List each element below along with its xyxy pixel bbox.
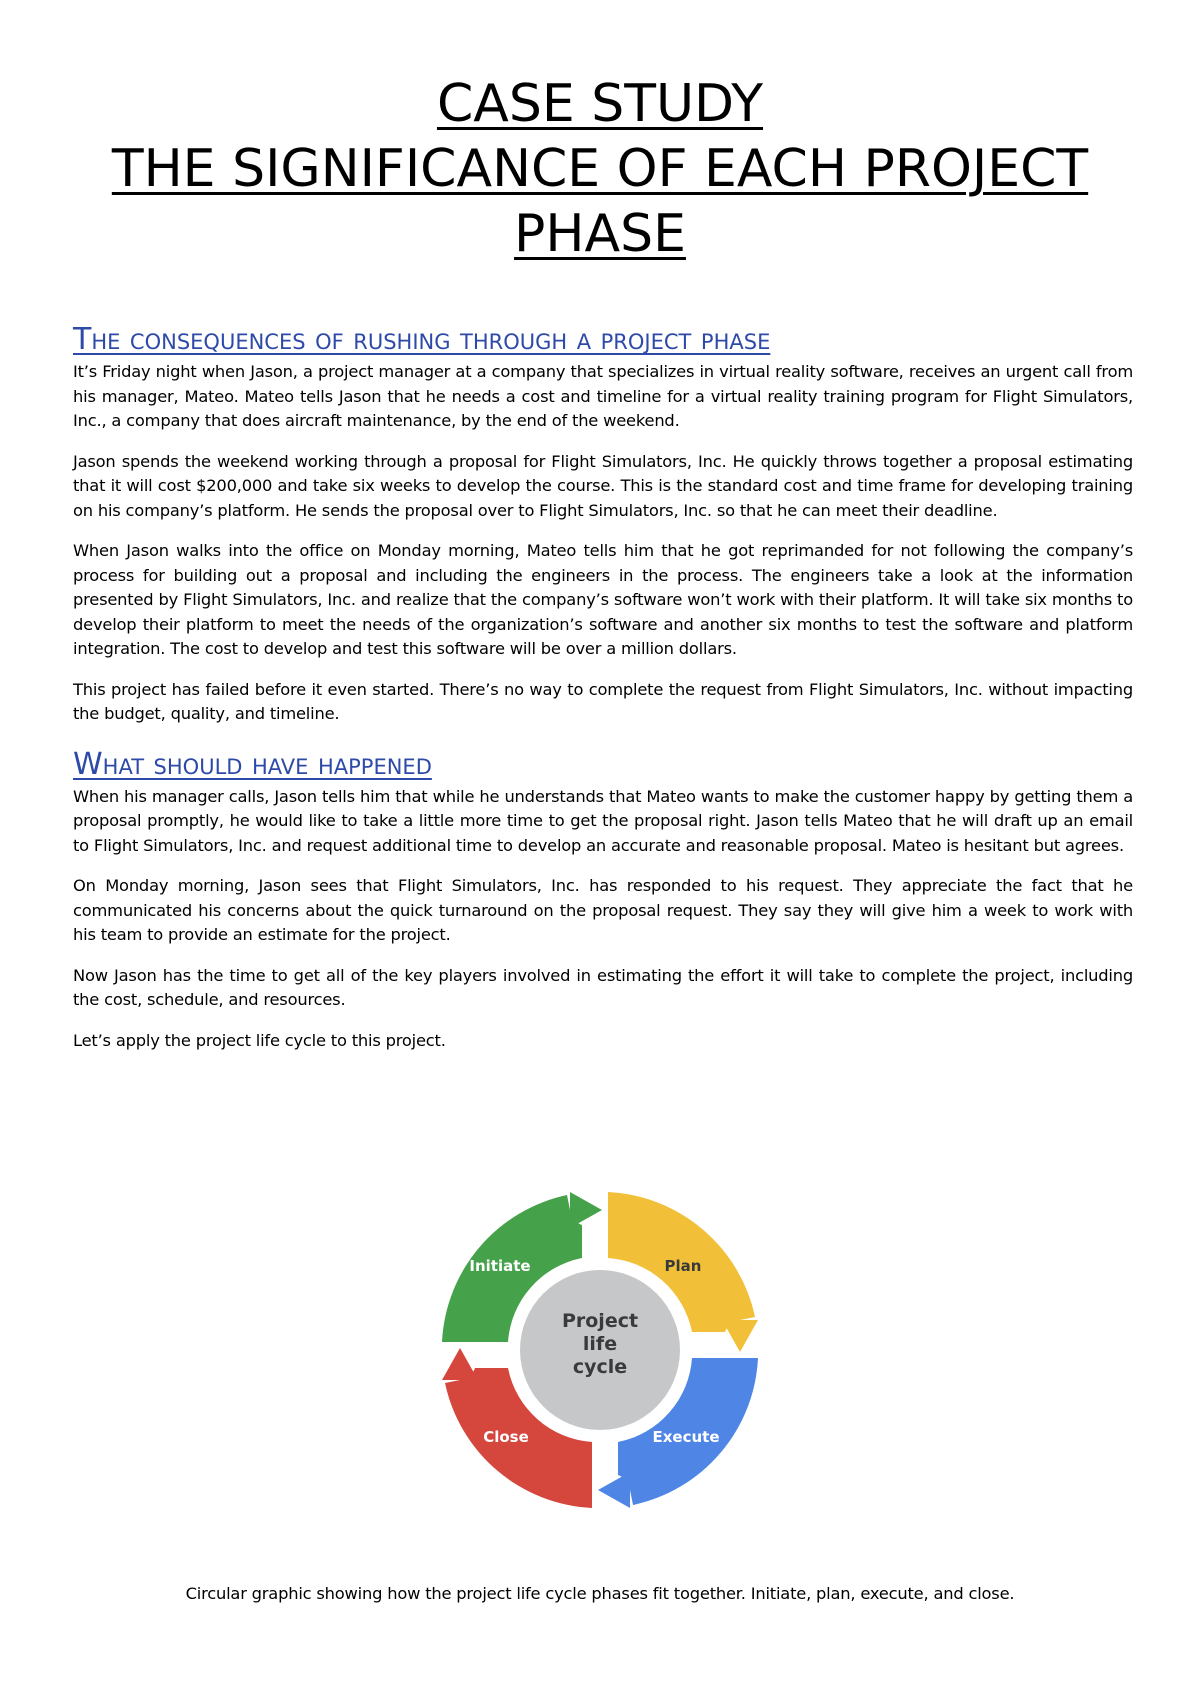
center-label-line-3: cycle bbox=[572, 1356, 628, 1378]
paragraph: This project has failed before it even started. There’s no way to complete the request from Flight Simulators, Inc. without impacting the budget, quality, and timeline. bbox=[73, 679, 1133, 723]
title-line-3: PHASE bbox=[514, 204, 686, 264]
center-label-line-1: Project bbox=[561, 1310, 639, 1332]
initiate-arrow-icon bbox=[570, 1192, 602, 1228]
plan-label: Plan bbox=[664, 1257, 702, 1275]
close-arrow-icon bbox=[442, 1348, 478, 1380]
page-title bbox=[60, 72, 1140, 267]
paragraph: When his manager calls, Jason tells him that while he understands that Mateo wants to make the customer happy by getting them a proposal promptly, he would like to take a little more time to get the proposal right. Jason tells Mateo that he will draft up an email to Flight Simulators, Inc. and request additional time to develop an accurate and reasonable proposal. Mateo is hesitant but agrees. bbox=[73, 786, 1133, 855]
initiate-label: Initiate bbox=[469, 1257, 531, 1275]
title-line-1: CASE STUDY bbox=[436, 74, 764, 134]
paragraph: Let’s apply the project life cycle to this project. bbox=[73, 1030, 446, 1050]
section-heading-consequences: The consequences of rushing through a project phase bbox=[73, 322, 771, 357]
title-line-2: THE SIGNIFICANCE OF EACH PROJECT bbox=[111, 139, 1089, 199]
paragraph: Jason spends the weekend working through a proposal for Flight Simulators, Inc. He quickly throws together a proposal estimating that it will cost $200,000 and take six weeks to develop the course. This is the standard cost and time frame for developing training on his company’s platform. He sends the proposal over to Flight Simulators, Inc. so that he can meet their deadline. bbox=[73, 451, 1133, 520]
paragraph: On Monday morning, Jason sees that Flight Simulators, Inc. has responded to his request. They appreciate the fact that he communicated his concerns about the quick turnaround on the proposal request. They say they will give him a week to work with his team to provide an estimate for the project. bbox=[73, 876, 1133, 944]
close-label: Close bbox=[483, 1428, 529, 1446]
execute-arrow-icon bbox=[598, 1472, 630, 1508]
project-life-cycle-diagram bbox=[430, 1180, 770, 1520]
figure-caption: Circular graphic showing how the project life cycle phases fit together. Initiate, plan, execute, and close. bbox=[185, 1584, 1015, 1603]
section-heading-what-should-have-happened: What should have happened bbox=[73, 746, 432, 782]
execute-label: Execute bbox=[652, 1428, 720, 1446]
document-body bbox=[73, 322, 1133, 1069]
paragraph: Now Jason has the time to get all of the key players involved in estimating the effort it will take to complete the project, including the cost, schedule, and resources. bbox=[73, 965, 1133, 1009]
center-label-line-2: life bbox=[582, 1333, 618, 1355]
plan-arrow-icon bbox=[722, 1320, 758, 1352]
paragraph: It’s Friday night when Jason, a project manager at a company that specializes in virtual reality software, receives an urgent call from his manager, Mateo. Mateo tells Jason that he needs a cost and timeline for a virtual reality training program for Flight Simulators, Inc., a company that does aircraft maintenance, by the end of the weekend. bbox=[73, 362, 1133, 430]
life-cycle-graphic bbox=[430, 1180, 770, 1520]
paragraph: When Jason walks into the office on Monday morning, Mateo tells him that he got reprimanded for not following the company’s process for building out a proposal and including the engineers in the process. The engineers take a look at the information presented by Flight Simulators, Inc. and realize that the company’s software won’t work with their platform. It will take six months to develop their platform to meet the needs of the organization’s software and another six months to test the software and platform integration. The cost to develop and test this software will be over a million dollars. bbox=[73, 541, 1133, 658]
